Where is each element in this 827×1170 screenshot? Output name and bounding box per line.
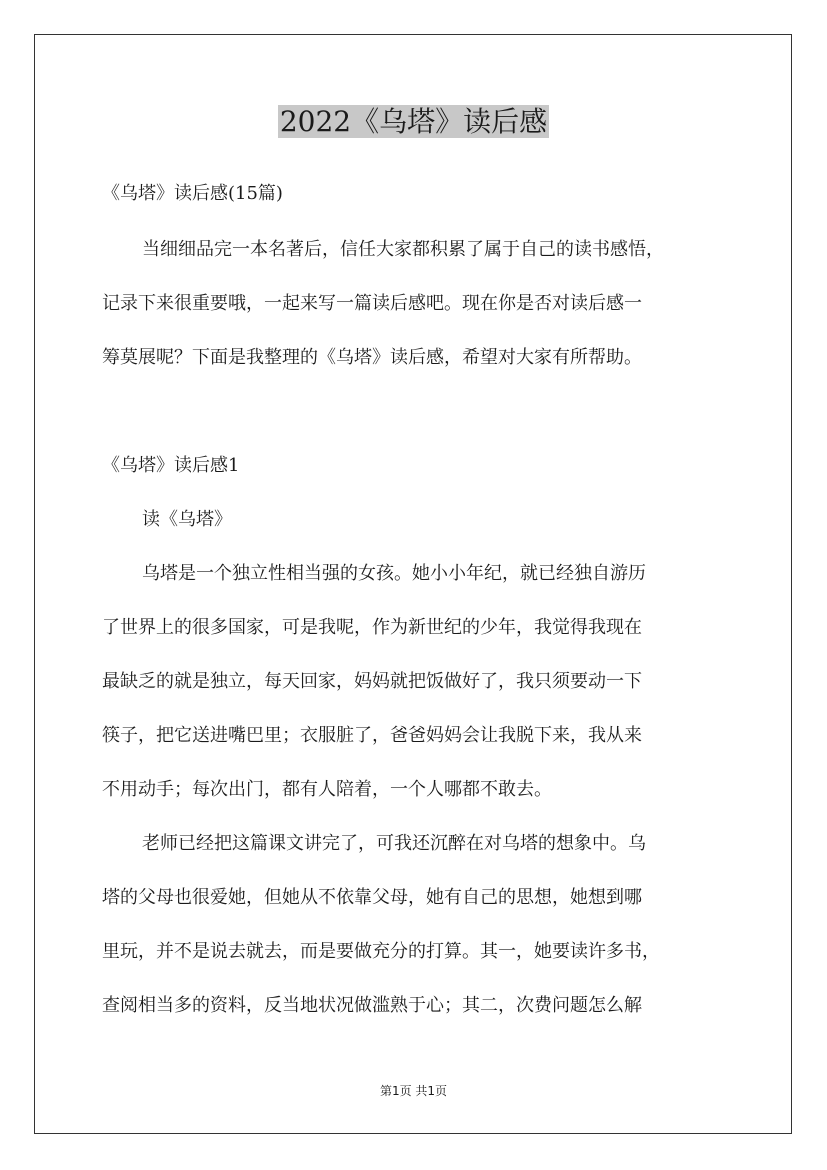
body-line: 最缺乏的就是独立，每天回家，妈妈就把饭做好了，我只须要动一下: [102, 671, 642, 692]
document-title: [0, 100, 827, 144]
body-line: 乌塔是一个独立性相当强的女孩。她小小年纪，就已经独自游历: [142, 563, 646, 584]
body-line: 了世界上的很多国家，可是我呢，作为新世纪的少年，我觉得我现在: [102, 617, 642, 638]
page-number-footer: 第1页 共1页: [379, 1084, 448, 1098]
section-heading: 《乌塔》读后感1: [102, 455, 240, 476]
subtitle-line: 《乌塔》读后感(15篇): [102, 183, 283, 204]
body-line: 筷子，把它送进嘴巴里；衣服脏了，爸爸妈妈会让我脱下来，我从来: [102, 725, 642, 746]
article-title: 读《乌塔》: [142, 509, 232, 530]
body-line: 塔的父母也很爱她，但她从不依靠父母，她有自己的思想，她想到哪: [102, 887, 642, 908]
body-line: 里玩，并不是说去就去，而是要做充分的打算。其一，她要读许多书，: [102, 941, 660, 962]
body-line: 老师已经把这篇课文讲完了，可我还沉醉在对乌塔的想象中。乌: [142, 833, 646, 854]
body-line: 当细细品完一本名著后，信任大家都积累了属于自己的读书感悟，: [142, 239, 664, 260]
document-title-text: 2022《乌塔》读后感: [279, 105, 548, 138]
body-line: 查阅相当多的资料，反当地状况做滥熟于心；其二，次费问题怎么解: [102, 995, 642, 1016]
body-line: 记录下来很重要哦，一起来写一篇读后感吧。现在你是否对读后感一: [102, 293, 642, 314]
body-line: 筹莫展呢？下面是我整理的《乌塔》读后感，希望对大家有所帮助。: [102, 347, 642, 368]
body-line: 不用动手；每次出门，都有人陪着，一个人哪都不敢去。: [102, 779, 552, 800]
